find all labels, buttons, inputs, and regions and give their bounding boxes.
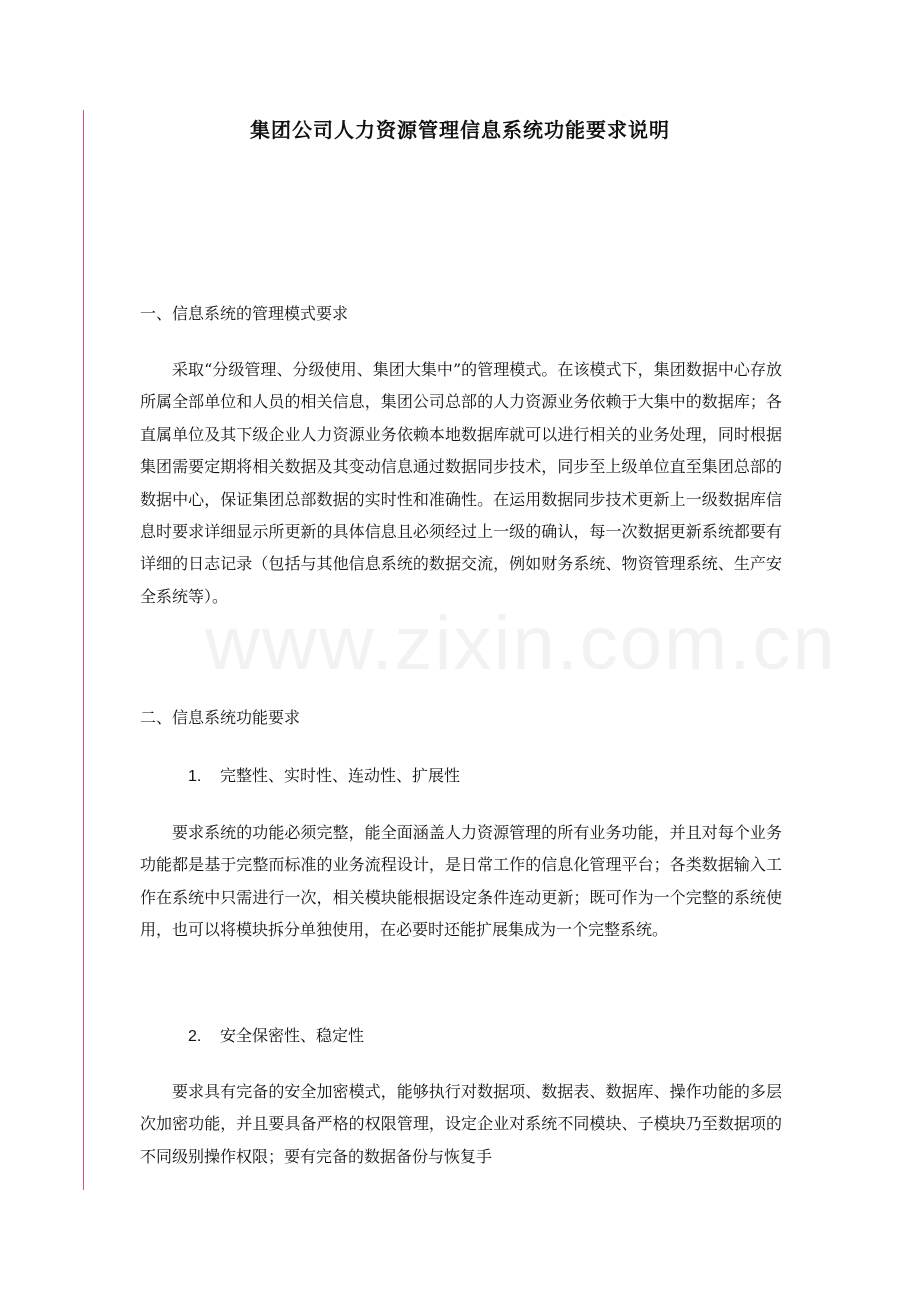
- section-heading-2: 二、信息系统功能要求: [140, 708, 301, 727]
- subsection-2-paragraph: 要求具有完备的安全加密模式，能够执行对数据项、数据表、数据库、操作功能的多层次加密功能，并且要具备严格的权限管理，设定企业对系统不同模块、子模块乃至数据项的不同级别操作权限；要有完备的数据备份与恢复手: [140, 1082, 782, 1166]
- document-title: 集团公司人力资源管理信息系统功能要求说明: [250, 118, 670, 142]
- section-heading-1: 一、信息系统的管理模式要求: [140, 304, 349, 323]
- subsection-heading-1: [188, 766, 460, 787]
- section-1-paragraph: 采取“分级管理、分级使用、集团大集中”的管理模式。在该模式下，集团数据中心存放所属全部单位和人员的相关信息，集团公司总部的人力资源业务依赖于大集中的数据库；各直属单位及其下级企业人力资源业务依赖本地数据库就可以进行相关的业务处理，同时根据集团需要定期将相关数据及其变动信息通过数据同步技术，同步至上级单位直至集团总部的数据中心，保证集团总部数据的实时性和准确性。在运用数据同步技术更新上一级数据库信息时要求详细显示所更新的具体信息且必须经过上一级的确认，每一次数据更新系统都要有详细的日志记录（包括与其他信息系统的数据交流，例如财务系统、物资管理系统、生产安全系统等）。: [140, 360, 782, 606]
- subsection-number: 1.: [188, 768, 202, 785]
- subsection-label: 完整性、实时性、连动性、扩展性: [220, 766, 461, 785]
- subsection-number: 2.: [188, 1028, 202, 1045]
- subsection-label: 安全保密性、稳定性: [220, 1026, 365, 1045]
- subsection-heading-2: [188, 1026, 364, 1047]
- margin-line: [83, 110, 84, 1190]
- subsection-1-paragraph: 要求系统的功能必须完整，能全面涵盖人力资源管理的所有业务功能，并且对每个业务功能都是基于完整而标准的业务流程设计，是日常工作的信息化管理平台；各类数据输入工作在系统中只需进行一次，相关模块能根据设定条件连动更新；既可作为一个完整的系统使用，也可以将模块拆分单独使用，在必要时还能扩展集成为一个完整系统。: [140, 823, 782, 940]
- watermark: www.zixin.com.cn: [205, 601, 837, 686]
